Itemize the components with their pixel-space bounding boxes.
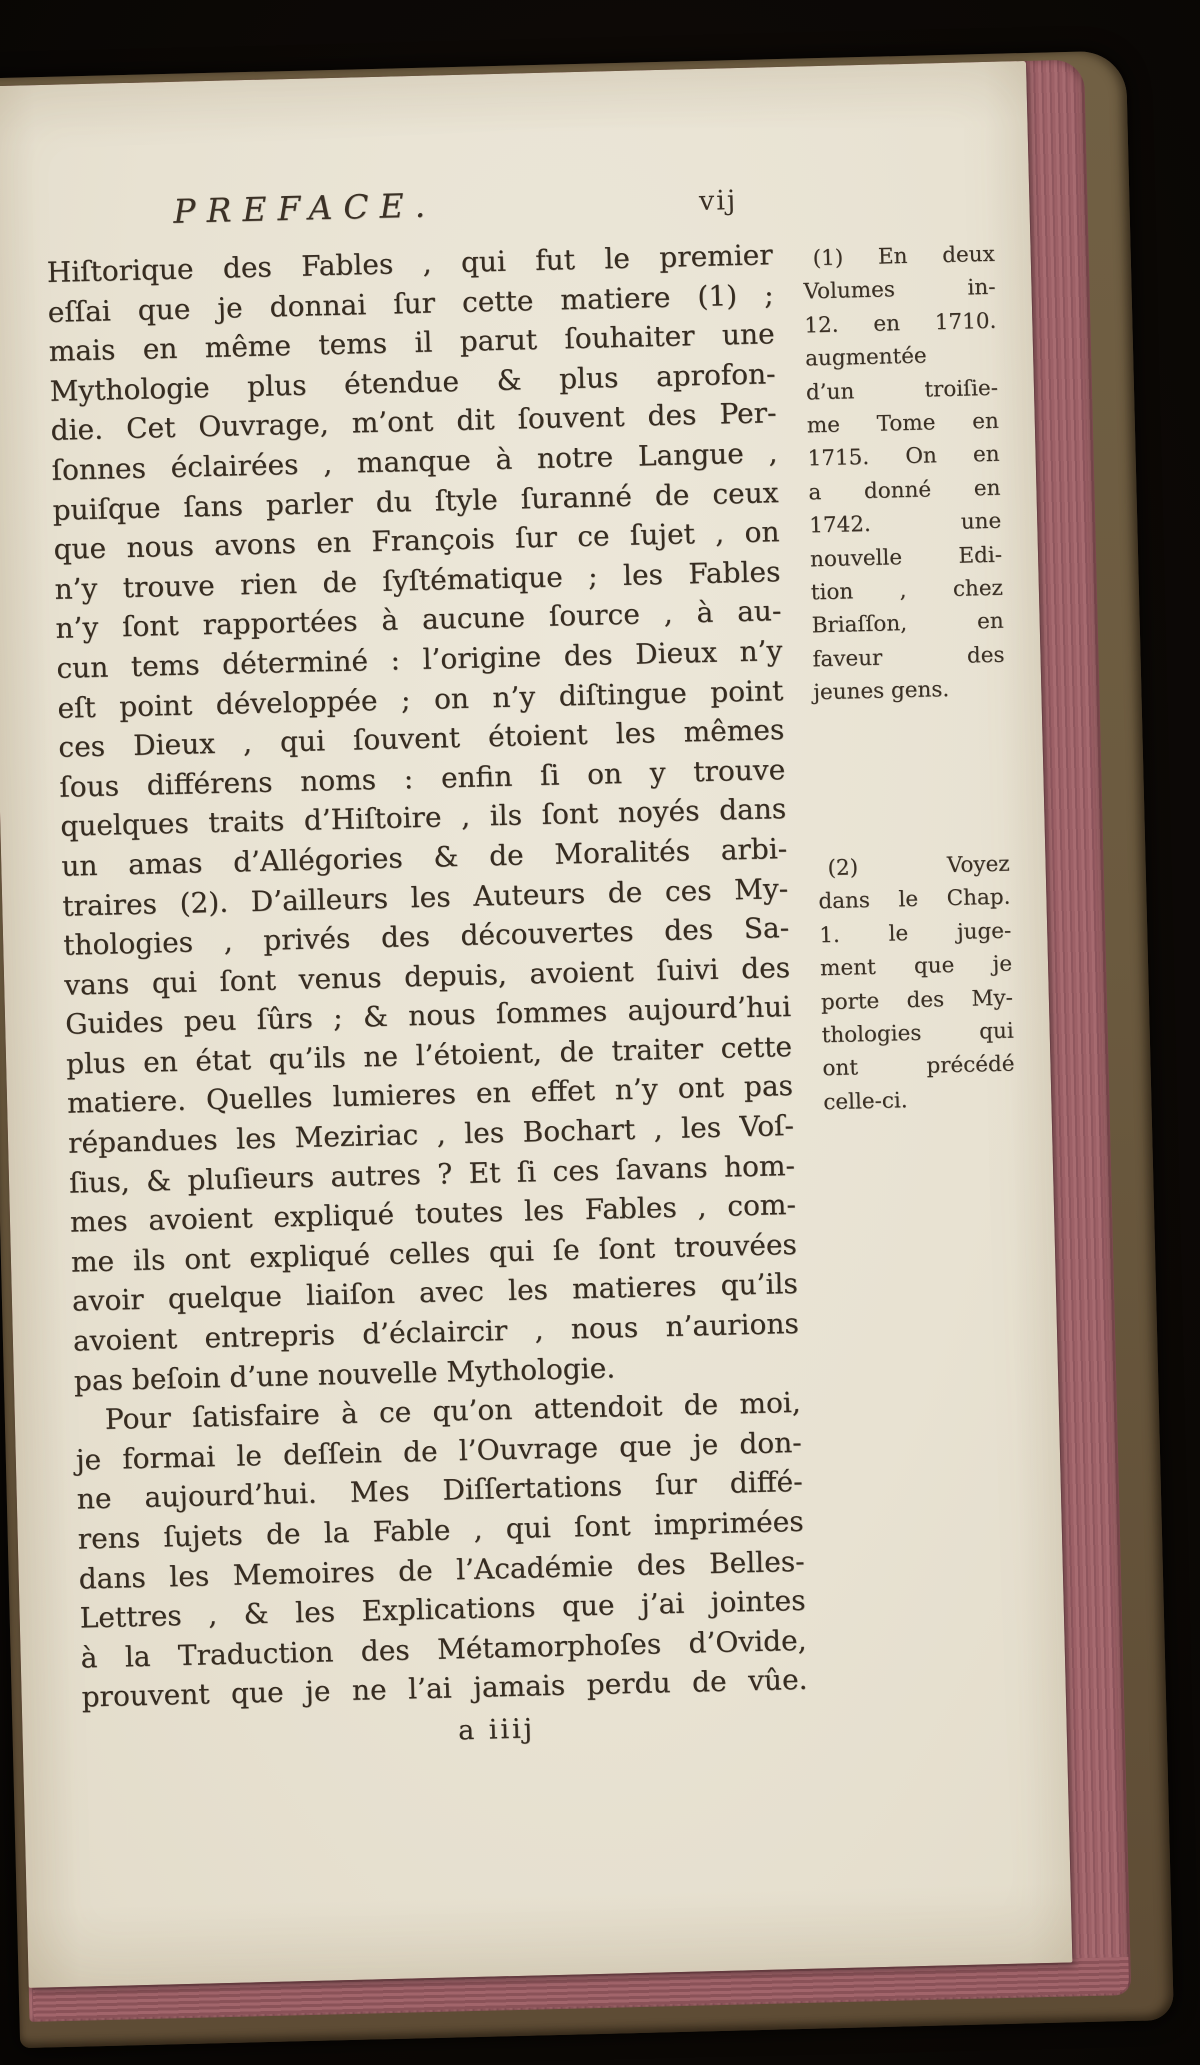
body-text-line: avoir quelque liaiſon avec les matieres qu’ils xyxy=(71,1267,799,1319)
margin-note-line: 1715. On en xyxy=(807,442,1000,472)
page-header xyxy=(45,177,772,234)
body-text-line: plus en état qu’ils ne l’étoient, de traiter cette xyxy=(65,1029,793,1081)
margin-note-line: tion , chez xyxy=(810,575,1004,606)
body-text-line: ſous différens noms : enfin ſi on y trouve xyxy=(59,752,786,804)
body-text-line: Pour ſatisfaire à ce qu’on attendoit de moi, xyxy=(104,1386,802,1437)
body-text-line: avoient entrepris d’éclaircir , nous n’aurions xyxy=(72,1306,800,1358)
body-text-line: Guides peu ſûrs ; & nous ſommes aujourd’hui xyxy=(64,990,792,1042)
margin-note-line: Volumes in- xyxy=(803,275,996,305)
body-text-line: eſt point développée ; on n’y diſtingue point xyxy=(57,673,784,725)
main-text-column xyxy=(46,235,808,1717)
margin-note-line: 1742. une xyxy=(808,508,1002,539)
margin-note-line: porte des My- xyxy=(820,985,1014,1015)
margin-note-1 xyxy=(802,238,1005,710)
margin-note-line: d’un troiſie- xyxy=(805,375,999,405)
body-text-line: ces Dieux , qui ſouvent étoient les mêmes xyxy=(58,713,785,764)
margin-note-line: jeunes gens. xyxy=(813,677,950,706)
body-text-line: eſſai que je donnai ſur cette matiere (1) ; xyxy=(47,277,774,329)
body-text-line: rens ſujets de la Fable , qui ſont imprimées xyxy=(77,1504,804,1556)
margin-note-line: celle-ci. xyxy=(823,1087,908,1115)
body-text-line: Hiſtorique des Fables , qui fut le premier xyxy=(46,238,774,289)
body-text-line: mes avoient expliqué toutes les Fables , com- xyxy=(69,1188,797,1239)
body-text-line: quelques traits d’Hiſtoire , ils ſont noyés dans xyxy=(59,792,787,844)
body-text-line: ſius, & pluſieurs autres ? Et ſi ces ſavans hom- xyxy=(68,1148,796,1200)
margin-note-line: 12. en 1710. xyxy=(804,308,997,339)
body-text-line: répandues les Meziriac , les Bochart , les Voſ- xyxy=(67,1109,795,1160)
margin-note-line: 1. le juge- xyxy=(818,918,1012,949)
margin-note-line: augmentée xyxy=(804,343,927,372)
margin-note-line: dans le Chap. xyxy=(818,884,1011,915)
body-text-line: traires (2). D’ailleurs les Auteurs de ces My- xyxy=(61,871,789,923)
margin-note-2 xyxy=(817,848,1015,1120)
body-text-line: ne aujourd’hui. Mes Diſſertations ſur diffé- xyxy=(76,1465,804,1516)
body-text-line: que nous avons en François ſur ce ſujet , on xyxy=(53,515,780,567)
body-text-line: mais en même tems il parut ſouhaiter une xyxy=(48,317,775,369)
body-text-line: prouvent que je ne l’ai jamais perdu de vûe. xyxy=(81,1663,808,1714)
body-text-line: je formai le deſſein de l’Ouvrage que je don- xyxy=(75,1425,803,1477)
margin-note-line: thologies qui xyxy=(821,1018,1014,1049)
body-text-line: puiſque ſans parler du ſtyle ſuranné de ceux xyxy=(52,475,779,527)
body-text-line: un amas d’Allégories & de Moralités arbi- xyxy=(60,831,788,883)
margin-note-line: faveur des xyxy=(812,642,1005,673)
margin-note-line: a donné en xyxy=(808,475,1001,506)
page-number: vij xyxy=(698,185,738,217)
body-text-line: Lettres , & les Explications que j’ai jointes xyxy=(79,1584,806,1635)
body-text-line: cun tems déterminé : l’origine des Dieux n’y xyxy=(56,634,783,685)
body-text-line: n’y trouve rien de ſyſtématique ; les Fables xyxy=(54,554,781,606)
body-text-line: me ils ont expliqué celles qui ſe ſont trouvées xyxy=(70,1227,798,1279)
margin-note-line: me Tome en xyxy=(806,408,1000,439)
margin-note-line: ment que je xyxy=(819,951,1013,982)
body-text-line: matiere. Quelles lumieres en effet n’y ont pas xyxy=(66,1069,794,1121)
margin-note-line: ont précédé xyxy=(822,1051,1015,1082)
margin-note-line: (2) Voyez xyxy=(827,851,1010,882)
body-text-line: die. Cet Ouvrage, m’ont dit ſouvent des Per- xyxy=(50,396,777,448)
margin-note-line: Briaſſon, en xyxy=(811,608,1004,639)
margin-note-line: (1) En deux xyxy=(812,241,995,272)
page-title: PREFACE. xyxy=(172,185,437,231)
signature-mark: a iiij xyxy=(457,1713,536,1747)
body-text-line: pas beſoin d’une nouvelle Mythologie. xyxy=(73,1351,616,1398)
book-page xyxy=(0,61,1072,1988)
body-text-line: vans qui ſont venus depuis, avoient ſuivi des xyxy=(63,950,791,1002)
body-text-line: dans les Memoires de l’Académie des Belles- xyxy=(78,1544,805,1596)
body-text-line: à la Traduction des Métamorphoſes d’Ovide, xyxy=(80,1623,807,1675)
book xyxy=(0,50,1200,2050)
body-text-line: Mythologie plus étendue & plus aprofon- xyxy=(49,356,776,408)
body-text-line: ſonnes éclairées , manque à notre Langue , xyxy=(51,436,778,487)
body-text-line: thologies , privés des découvertes des Sa- xyxy=(62,911,790,962)
body-text-line: n’y ſont rapportées à aucune ſource , à au- xyxy=(55,594,782,646)
margin-note-line: nouvelle Edi- xyxy=(809,542,1003,572)
